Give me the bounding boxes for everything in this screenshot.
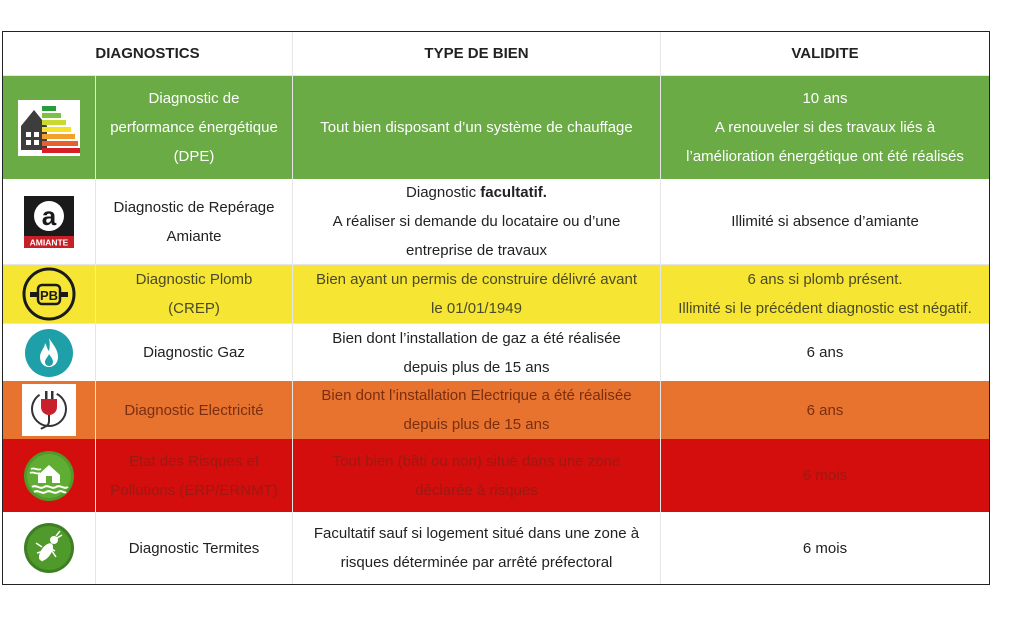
- validite: [661, 439, 989, 512]
- diagnostic-name: [96, 179, 293, 264]
- name-line: Diagnostic de: [148, 90, 240, 107]
- validite: [661, 324, 989, 381]
- type-de-bien: [293, 381, 661, 439]
- table-row-amiante: [3, 179, 989, 265]
- name-line: Pollutions (ERP/ERNMT): [110, 481, 278, 499]
- type-line: le 01/01/1949: [431, 300, 522, 317]
- diagnostic-name: [96, 76, 293, 179]
- diagnostic-name: [96, 439, 293, 512]
- icon-cell: [3, 76, 96, 179]
- type-line: Bien dont l’installation Electrique a été réalisée: [321, 387, 632, 404]
- validity-line: 10 ans: [802, 90, 848, 107]
- name-line: (CREP): [168, 300, 220, 317]
- electric-plug-icon: [18, 379, 80, 441]
- type-line: A réaliser si demande du locataire ou d’une: [332, 213, 621, 230]
- diagnostic-name: [96, 381, 293, 439]
- name-line: performance énergétique: [110, 119, 278, 136]
- validity-line: 6 mois: [802, 539, 848, 557]
- type-line: Tout bien (bâti ou non) situé dans une zone: [332, 452, 621, 470]
- lead-pb-icon: [18, 263, 80, 325]
- icon-cell: [3, 381, 96, 439]
- validity-line: 6 ans: [806, 401, 844, 419]
- name-line: Diagnostic Gaz: [143, 344, 245, 361]
- type-bold: facultatif.: [480, 184, 547, 201]
- icon-cell: [3, 439, 96, 512]
- diagnostic-name: [96, 265, 293, 323]
- validity-line: 6 mois: [802, 467, 848, 484]
- header-diagnostics: DIAGNOSTICS: [3, 32, 293, 75]
- validity-line: 6 ans si plomb présent.: [747, 271, 903, 288]
- table-row-erp: [3, 439, 989, 512]
- type-de-bien: [293, 76, 661, 179]
- type-line: depuis plus de 15 ans: [403, 358, 550, 376]
- table-header: [3, 32, 989, 76]
- type-de-bien: [293, 512, 661, 584]
- validity-line: A renouveler si des travaux liés à: [714, 119, 936, 136]
- name-line: Amiante: [166, 227, 222, 245]
- validity-line: l’amélioration énergétique ont été réalisés: [686, 148, 964, 165]
- validite: [661, 512, 989, 584]
- table-row-electricite: [3, 381, 989, 439]
- diagnostic-name: [96, 324, 293, 381]
- termite-icon: [18, 517, 80, 579]
- table-row-termites: [3, 512, 989, 584]
- type-line: depuis plus de 15 ans: [403, 416, 550, 433]
- validite: [661, 265, 989, 323]
- gas-flame-icon: [18, 322, 80, 384]
- type-line: entreprise de travaux: [406, 242, 547, 259]
- type-line: Facultatif sauf si logement situé dans une zone à: [313, 525, 640, 542]
- header-type-de-bien: TYPE DE BIEN: [293, 32, 661, 75]
- table-row-plomb: [3, 265, 989, 323]
- amiante-label: AMIANTE: [29, 237, 69, 247]
- name-line: Diagnostic Termites: [128, 539, 260, 557]
- icon-cell: [3, 512, 96, 584]
- icon-cell: [3, 179, 96, 264]
- validity-line: 6 ans: [806, 344, 844, 361]
- pb-label: PB: [39, 288, 59, 303]
- name-line: Diagnostic Plomb: [135, 271, 253, 288]
- name-line: Diagnostic de Repérage: [113, 198, 275, 216]
- diagnostic-name: [96, 512, 293, 584]
- energy-label-icon: [18, 97, 80, 159]
- type-line: Bien ayant un permis de construire délivré avant: [315, 271, 637, 288]
- name-line: Diagnostic Electricité: [124, 401, 264, 419]
- type-prefix: Diagnostic: [406, 184, 481, 201]
- icon-cell: [3, 324, 96, 381]
- validite: [661, 179, 989, 264]
- validity-line: Illimité si le précédent diagnostic est négatif.: [678, 300, 972, 317]
- name-line: Etat des Risques et: [128, 452, 260, 470]
- header-validite: VALIDITE: [791, 45, 859, 62]
- validite: [661, 76, 989, 179]
- house-flood-icon: [18, 445, 80, 507]
- type-line: Bien dont l’installation de gaz a été réalisée: [332, 329, 621, 347]
- table-row-gaz: [3, 323, 989, 381]
- type-line: Tout bien disposant d’un système de chauffage: [320, 119, 633, 136]
- type-line: déclarée à risques: [415, 481, 538, 499]
- type-de-bien: [293, 179, 661, 264]
- table-row-dpe: [3, 76, 989, 179]
- type-de-bien: [293, 265, 661, 323]
- diagnostics-table: [2, 31, 990, 585]
- amiante-icon: [18, 191, 80, 253]
- icon-cell: [3, 265, 96, 323]
- validity-line: Illimité si absence d’amiante: [731, 213, 919, 230]
- type-line: [333, 178, 621, 207]
- type-de-bien: [293, 324, 661, 381]
- name-line: (DPE): [173, 148, 215, 165]
- amiante-letter: a: [41, 200, 57, 231]
- validite: [661, 381, 989, 439]
- type-line: risques déterminée par arrêté préfectoral: [340, 554, 613, 571]
- type-de-bien: [293, 439, 661, 512]
